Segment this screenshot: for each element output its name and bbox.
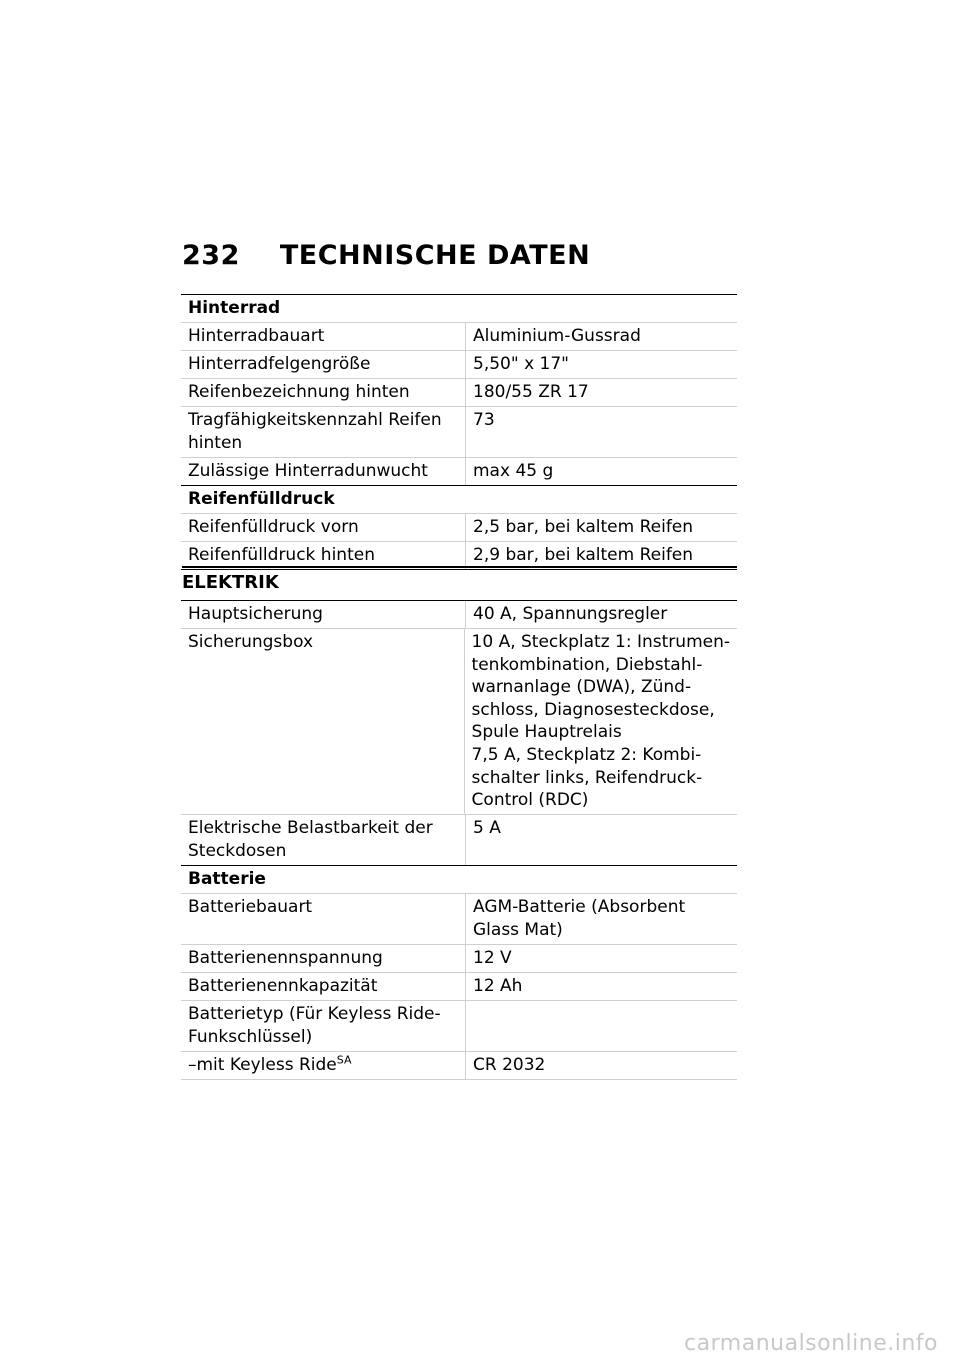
row-label: Reifenfülldruck hinten [181, 542, 466, 569]
table-row [181, 351, 737, 379]
row-value: 180/55 ZR 17 [473, 382, 589, 402]
table-row [181, 514, 737, 542]
row-value: 73 [473, 410, 495, 430]
row-label-line: Steckdosen [188, 840, 287, 861]
row-label-line: hinten [188, 433, 243, 453]
value-line: 10 A, Steckplatz 1: Instrumen- [471, 632, 730, 652]
row-label: Batterienennkapazität [181, 973, 466, 1000]
section-heading-batterie: Batterie [181, 866, 737, 894]
row-label [181, 1052, 466, 1079]
value-line: schalter links, Reifendruck- [471, 767, 703, 788]
row-value: 2,5 bar, bei kaltem Reifen [473, 517, 694, 537]
row-label [181, 407, 466, 457]
section-heading-elektrik: ELEKTRIK [182, 566, 737, 593]
table-row [181, 973, 737, 1001]
page-header [182, 240, 590, 271]
row-value: CR 2032 [473, 1054, 546, 1075]
value-line: 7,5 A, Steckplatz 2: Kombi- [471, 744, 702, 765]
row-label: Zulässige Hinterradunwucht [181, 458, 466, 485]
row-label: Reifenbezeichnung hinten [181, 379, 466, 406]
value-line: Control (RDC) [471, 790, 589, 811]
row-label: Batterienennspannung [181, 945, 466, 972]
row-label-line: Funkschlüssel) [188, 1026, 313, 1047]
table-row [181, 600, 737, 629]
table-row [181, 1052, 737, 1080]
row-label-line: Tragfähigkeitskennzahl Reifen [188, 410, 442, 430]
row-value: 2,9 bar, bei kaltem Reifen [473, 545, 694, 565]
row-label [181, 1001, 466, 1051]
table-row [181, 629, 737, 815]
table-row [181, 945, 737, 973]
elektrik-table [181, 600, 737, 1080]
value-line: Spule Hauptrelais [471, 722, 622, 743]
row-label-text: –mit Keyless Ride [188, 1054, 337, 1075]
row-label: Sicherungsbox [181, 629, 465, 814]
row-value: 12 V [473, 947, 512, 968]
table-row [181, 815, 737, 866]
row-label: Hinterradbauart [181, 323, 466, 350]
value-line: Glass Mat) [473, 919, 563, 940]
section-heading-hinterrad: Hinterrad [181, 294, 737, 323]
table-row [181, 1001, 737, 1052]
value-line: schloss, Diagnosesteckdose, [471, 699, 715, 720]
table-row [181, 458, 737, 486]
value-line: warnanlage (DWA), Zünd- [471, 677, 692, 698]
row-value [466, 894, 737, 944]
row-value [466, 1001, 737, 1051]
row-label-line: Elektrische Belastbarkeit der [188, 817, 433, 838]
row-value: 5 A [473, 817, 501, 838]
page-number: 232 [182, 240, 240, 271]
row-value [465, 629, 737, 814]
row-label-line: Batterietyp (Für Keyless Ride- [188, 1003, 441, 1024]
row-label: Reifenfülldruck vorn [181, 514, 466, 541]
row-label: Batteriebauart [181, 894, 466, 944]
row-label: Hinterradfelgengröße [181, 351, 466, 378]
row-value: 12 Ah [473, 975, 523, 996]
row-value: 40 A, Spannungsregler [473, 604, 668, 624]
row-label: Hauptsicherung [181, 601, 466, 628]
value-line: tenkombination, Diebstahl- [471, 654, 703, 675]
table-row [181, 379, 737, 407]
row-label [181, 815, 466, 865]
table-row [181, 407, 737, 458]
row-value: Aluminium-Gussrad [473, 326, 641, 346]
row-value: max 45 g [473, 461, 554, 481]
page-title: TECHNISCHE DATEN [279, 240, 591, 271]
table-row [181, 894, 737, 945]
hinterrad-table [181, 294, 737, 570]
table-row [181, 323, 737, 351]
section-heading-reifenfuelldruck: Reifenfülldruck [181, 486, 737, 514]
value-line: AGM-Batterie (Absorbent [473, 896, 686, 917]
row-value: 5,50" x 17" [473, 354, 569, 374]
sa-superscript: SA [336, 1053, 352, 1067]
watermark: carmanualsonline.info [684, 1331, 938, 1356]
